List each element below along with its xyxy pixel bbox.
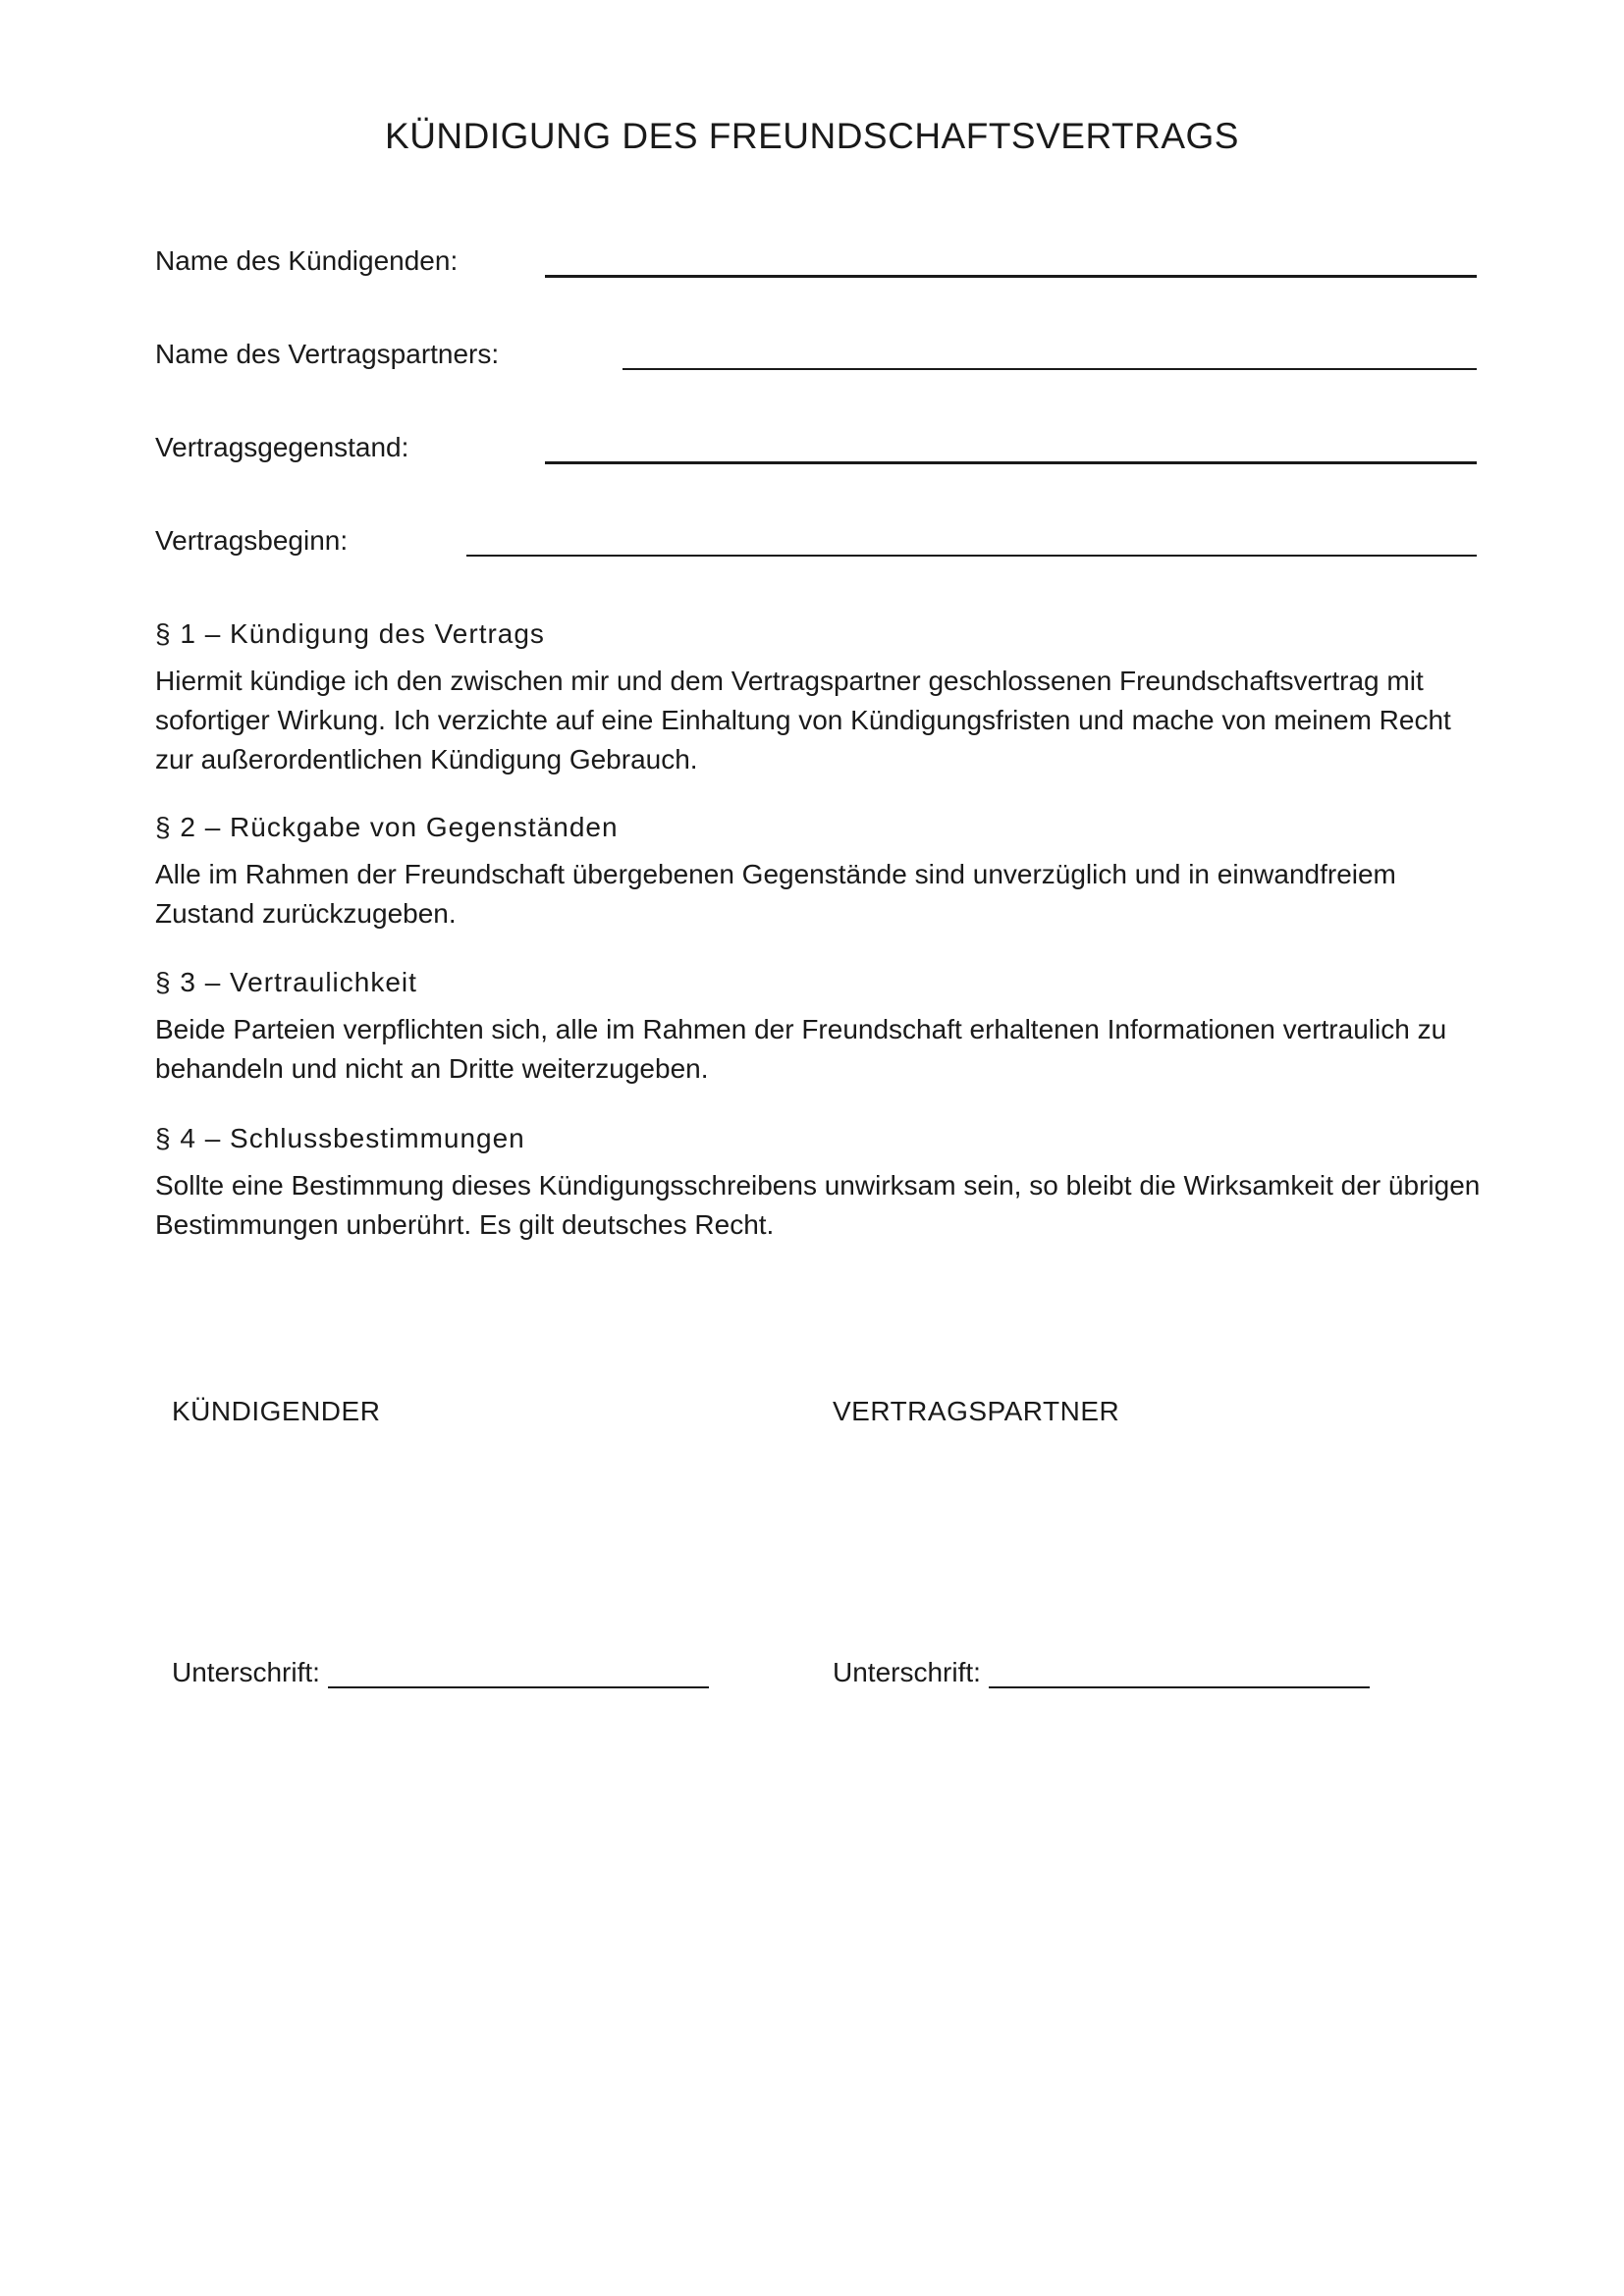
signature-role: VERTRAGSPARTNER [833,1396,1120,1426]
section-3 [155,965,1490,1089]
section-body: Alle im Rahmen der Freundschaft übergebenen Gegenstände sind unverzüglich und in einwandfreiem Zustand zurückzugeben. [155,859,1396,929]
field-blank-line[interactable] [466,555,1477,557]
section-heading: § 1 – Kündigung des Vertrags [155,618,545,649]
signature-row [172,1657,709,1688]
signature-row [833,1657,1370,1688]
field-vertragsgegenstand [155,432,1477,471]
field-label: Name des Vertragspartners: [155,339,500,369]
field-blank-line[interactable] [545,275,1477,278]
signature-label: Unterschrift: [172,1657,320,1687]
section-body: Beide Parteien verpflichten sich, alle im Rahmen der Freundschaft erhaltenen Informationen vertraulich zu behandeln und nicht an Dritte weiterzugeben. [155,1014,1447,1084]
signature-role: KÜNDIGENDER [172,1396,381,1426]
signature-label: Unterschrift: [833,1657,981,1687]
section-2 [155,810,1490,934]
field-label: Vertragsgegenstand: [155,432,409,462]
section-heading: § 2 – Rückgabe von Gegenständen [155,812,619,842]
section-body: Hiermit kündige ich den zwischen mir und dem Vertragspartner geschlossenen Freundschaftsvertrag mit sofortiger Wirkung. Ich verzichte auf eine Einhaltung von Kündigungsfristen und mache von meinem Recht zur außerordentlichen Kündigung Gebrauch. [155,666,1451,774]
section-body: Sollte eine Bestimmung dieses Kündigungsschreibens unwirksam sein, so bleibt die Wirksamkeit der übrigen Bestimmungen unberührt. Es gilt deutsches Recht. [155,1170,1481,1240]
field-blank-line[interactable] [623,368,1477,370]
document-title: KÜNDIGUNG DES FREUNDSCHAFTSVERTRAGS [385,116,1239,156]
signature-block-vertragspartner [833,1394,1422,1687]
section-heading: § 3 – Vertraulichkeit [155,967,417,997]
section-4 [155,1121,1490,1245]
field-label: Name des Kündigenden: [155,245,459,276]
field-name-kuendigender [155,245,1477,285]
signature-line[interactable] [989,1659,1370,1688]
section-1 [155,616,1490,779]
field-label: Vertragsbeginn: [155,525,349,556]
field-vertragsbeginn [155,525,1477,564]
field-name-vertragspartner [155,339,1477,378]
field-blank-line[interactable] [545,461,1477,464]
section-heading: § 4 – Schlussbestimmungen [155,1123,525,1153]
signature-line[interactable] [328,1659,709,1688]
signature-block-kuendigender [172,1394,761,1687]
